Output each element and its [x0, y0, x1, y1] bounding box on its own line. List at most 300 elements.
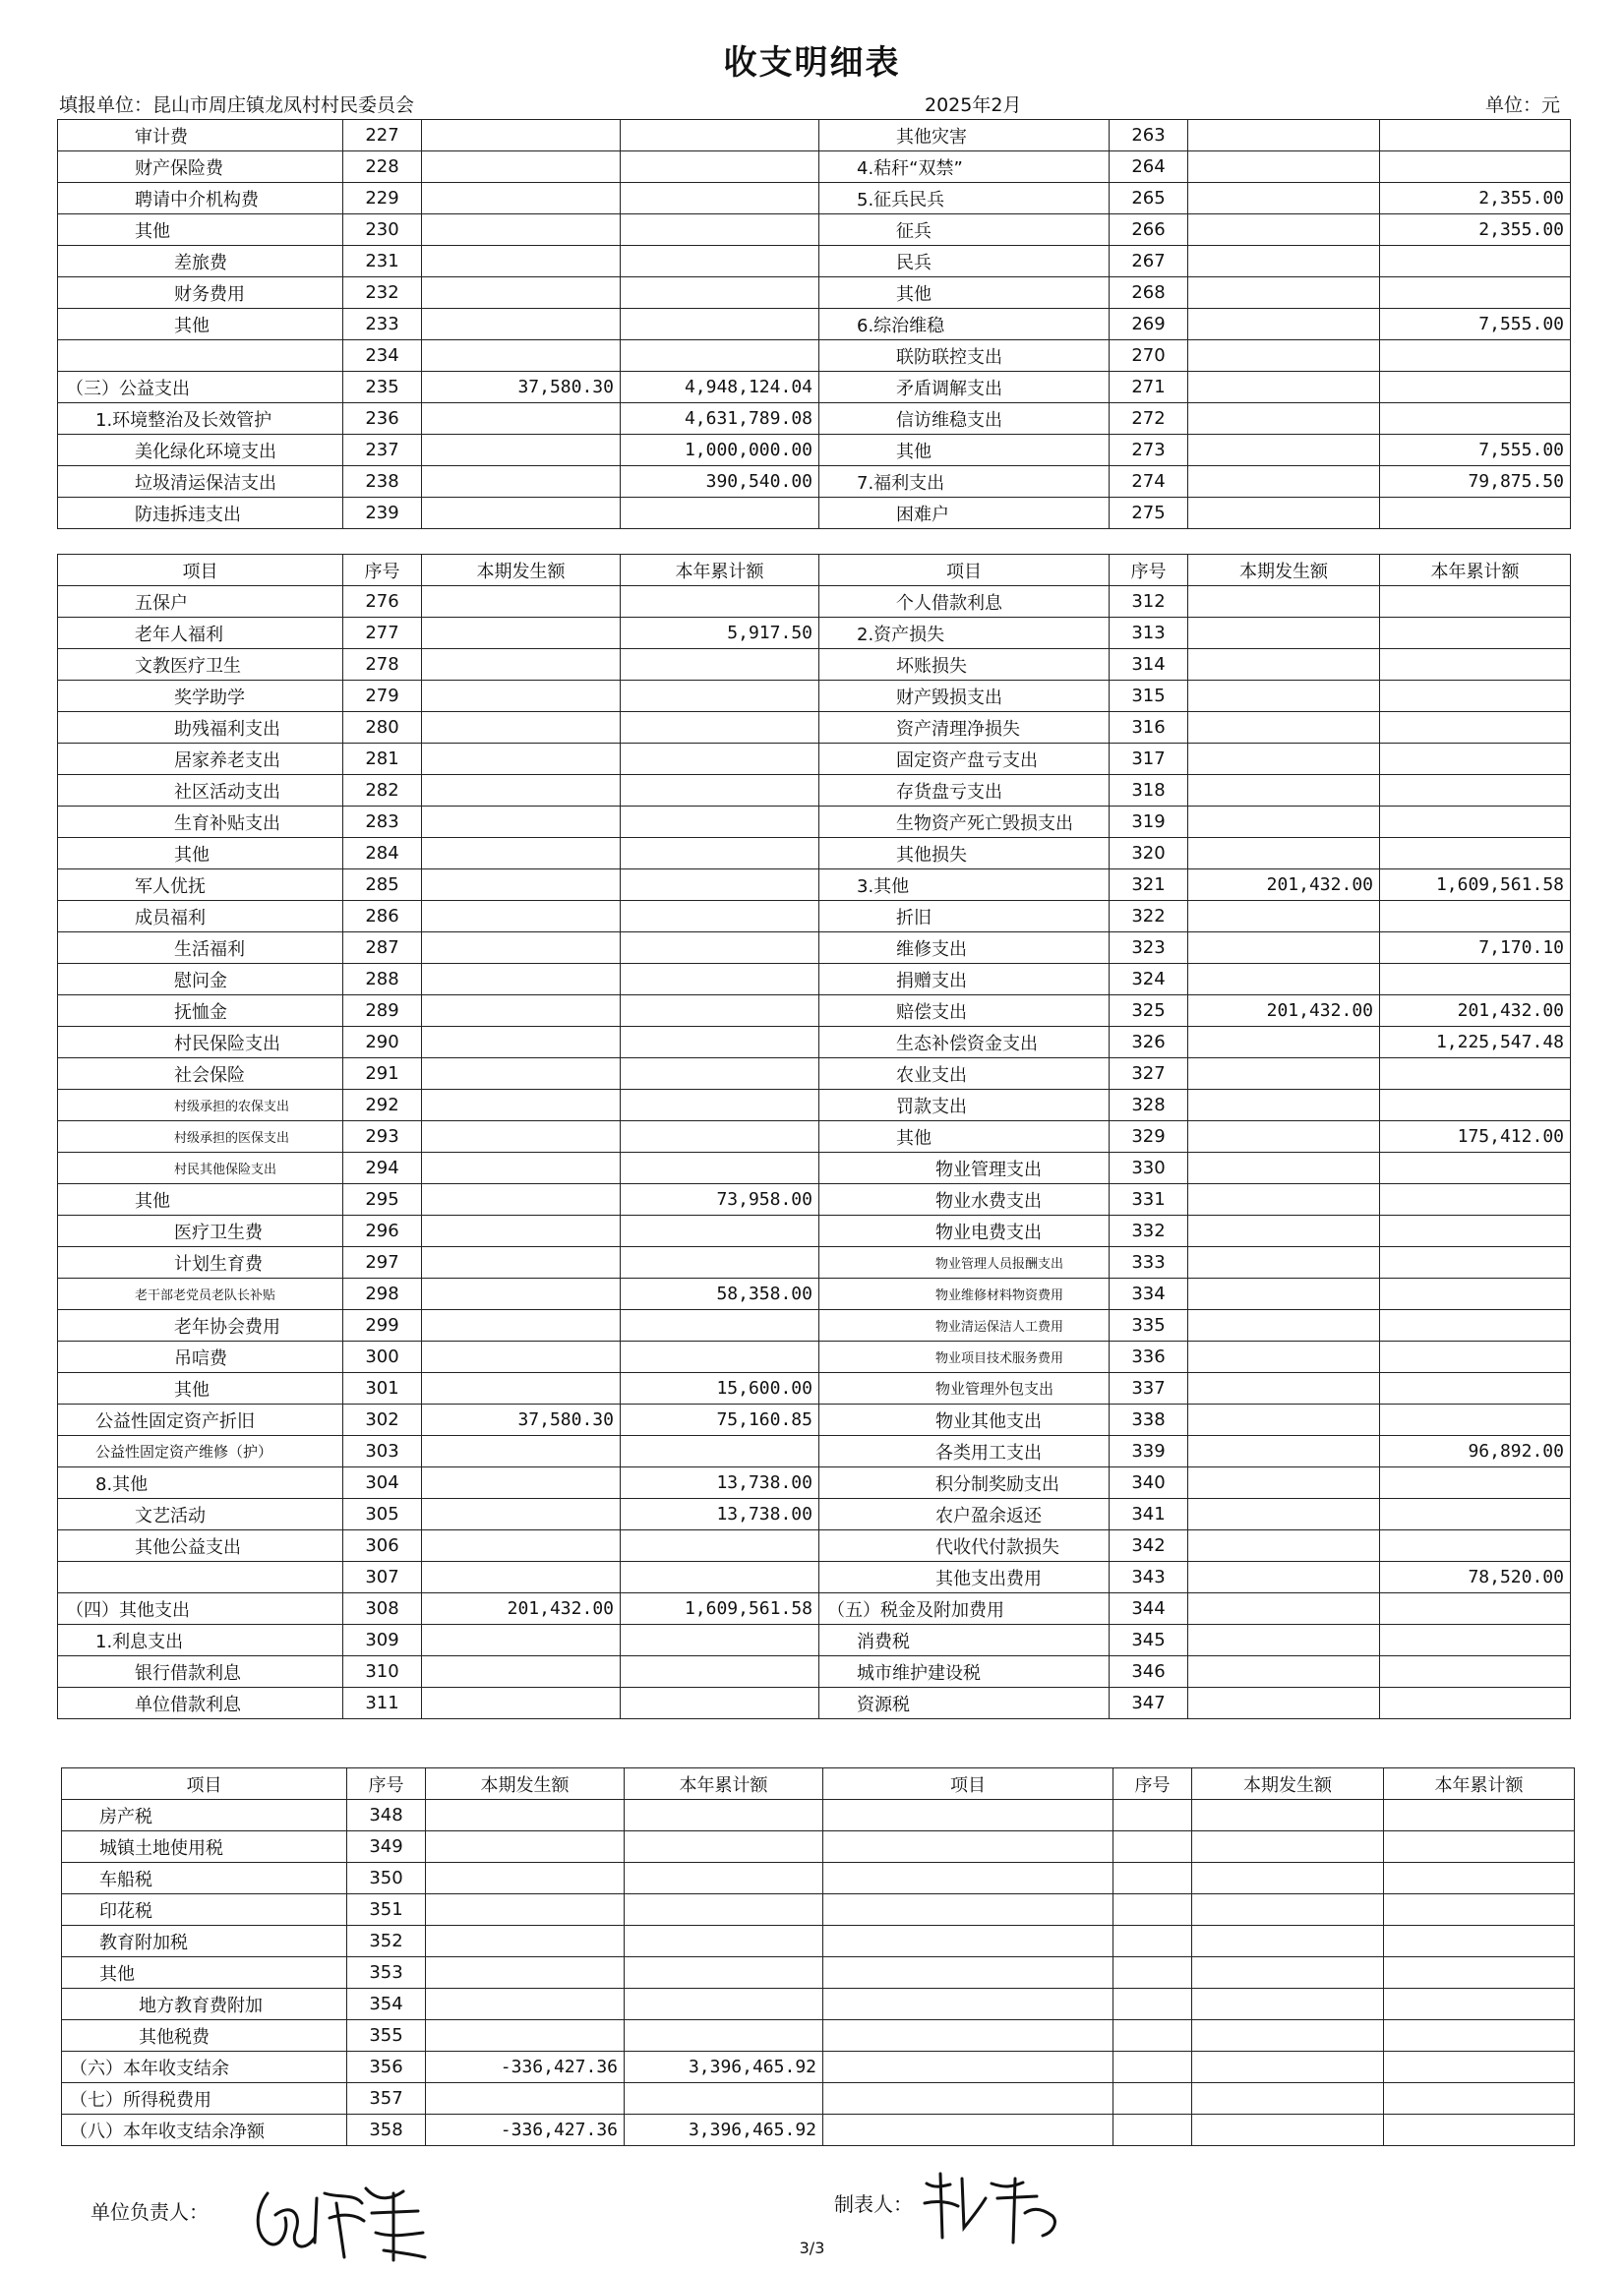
right-item-name: 征兵: [819, 214, 1110, 246]
right-seq-number: 273: [1110, 435, 1188, 466]
right-current-amount: [1188, 775, 1380, 807]
right-item-name: 5.征兵民兵: [819, 183, 1110, 214]
left-item-name: 奖学助学: [58, 681, 343, 712]
left-seq-number: 294: [343, 1153, 422, 1184]
right-current-amount: [1188, 586, 1380, 618]
left-ytd-amount: [625, 1800, 823, 1831]
right-seq-cell: [1113, 1926, 1192, 1957]
left-ytd-amount: 3,396,465.92: [625, 2052, 823, 2083]
right-item-cell: [823, 1831, 1113, 1863]
right-item-name: 存货盘亏支出: [819, 775, 1110, 807]
table-row: [58, 1467, 1571, 1499]
right-current-amount: [1188, 932, 1380, 964]
left-seq-number: 302: [343, 1405, 422, 1436]
left-ytd-amount: [621, 309, 819, 340]
left-ytd-amount: [621, 1216, 819, 1247]
left-current-amount: [426, 1957, 625, 1989]
right-ytd-amount: [1380, 807, 1571, 838]
left-ytd-amount: 1,000,000.00: [621, 435, 819, 466]
right-ytd-amount: [1380, 1247, 1571, 1279]
right-item-name: 罚款支出: [819, 1090, 1110, 1121]
column-header: 本年累计额: [621, 555, 819, 586]
right-ytd-amount: [1380, 1153, 1571, 1184]
right-ytd-amount: 78,520.00: [1380, 1562, 1571, 1593]
left-ytd-amount: [625, 1989, 823, 2020]
right-item-name: 各类用工支出: [819, 1436, 1110, 1467]
right-current-amount: [1188, 151, 1380, 183]
right-item-name: 资源税: [819, 1688, 1110, 1719]
table-row: [58, 1090, 1571, 1121]
table-row: [58, 712, 1571, 744]
left-seq-number: 306: [343, 1530, 422, 1562]
left-ytd-amount: 75,160.85: [621, 1405, 819, 1436]
right-current-amount: [1188, 1247, 1380, 1279]
left-ytd-amount: 4,948,124.04: [621, 372, 819, 403]
table-row: [58, 1530, 1571, 1562]
right-ytd-amount: [1380, 372, 1571, 403]
right-item-name: 物业电费支出: [819, 1216, 1110, 1247]
right-seq-number: 342: [1110, 1530, 1188, 1562]
right-current-cell: [1192, 1800, 1384, 1831]
column-header-row: [58, 555, 1571, 586]
right-item-name: 其他: [819, 435, 1110, 466]
right-current-amount: [1188, 1530, 1380, 1562]
right-ytd-amount: [1380, 681, 1571, 712]
right-seq-number: 321: [1110, 869, 1188, 901]
right-seq-number: 344: [1110, 1593, 1188, 1625]
right-item-name: 个人借款利息: [819, 586, 1110, 618]
right-current-cell: [1192, 1926, 1384, 1957]
left-ytd-amount: [621, 744, 819, 775]
table-row: [58, 1656, 1571, 1688]
reporting-unit: 填报单位：昆山市周庄镇龙凤村村民委员会: [59, 94, 415, 116]
left-seq-number: 278: [343, 649, 422, 681]
left-ytd-amount: 13,738.00: [621, 1499, 819, 1530]
left-seq-number: 237: [343, 435, 422, 466]
table-row: [58, 1310, 1571, 1342]
left-seq-number: 297: [343, 1247, 422, 1279]
left-current-amount: [422, 964, 621, 995]
table-row: [58, 1625, 1571, 1656]
right-seq-number: 332: [1110, 1216, 1188, 1247]
left-seq-number: 348: [347, 1800, 426, 1831]
left-ytd-amount: [625, 2020, 823, 2052]
column-header: 本期发生额: [1188, 555, 1380, 586]
left-item-name: 其他公益支出: [58, 1530, 343, 1562]
table-row: [62, 2052, 1575, 2083]
left-item-name: 其他: [62, 1957, 347, 1989]
right-ytd-amount: [1380, 649, 1571, 681]
left-ytd-amount: [621, 995, 819, 1027]
right-seq-cell: [1113, 2052, 1192, 2083]
left-item-name: 医疗卫生费: [58, 1216, 343, 1247]
left-seq-number: 276: [343, 586, 422, 618]
right-item-name: 信访维稳支出: [819, 403, 1110, 435]
left-current-amount: [426, 1800, 625, 1831]
left-current-amount: [422, 120, 621, 151]
table-row: [58, 869, 1571, 901]
right-current-amount: [1188, 1499, 1380, 1530]
right-ytd-amount: [1380, 838, 1571, 869]
left-seq-number: 293: [343, 1121, 422, 1153]
left-ytd-amount: [621, 1656, 819, 1688]
right-current-amount: [1188, 1090, 1380, 1121]
left-item-name: 公益性固定资产折旧: [58, 1405, 343, 1436]
table-row: [58, 498, 1571, 529]
right-seq-number: 269: [1110, 309, 1188, 340]
right-ytd-amount: [1380, 964, 1571, 995]
left-current-amount: [422, 403, 621, 435]
right-seq-number: 319: [1110, 807, 1188, 838]
right-seq-number: 326: [1110, 1027, 1188, 1058]
right-item-name: 积分制奖励支出: [819, 1467, 1110, 1499]
left-item-name: 文教医疗卫生: [58, 649, 343, 681]
left-current-amount: [422, 901, 621, 932]
right-ytd-cell: [1384, 1926, 1575, 1957]
left-ytd-amount: [621, 151, 819, 183]
right-item-name: 其他灾害: [819, 120, 1110, 151]
table-row: [58, 995, 1571, 1027]
right-ytd-amount: 96,892.00: [1380, 1436, 1571, 1467]
right-current-amount: [1188, 246, 1380, 277]
left-item-name: 村级承担的农保支出: [58, 1090, 343, 1121]
column-header: 项目: [62, 1768, 347, 1800]
right-item-name: 物业管理支出: [819, 1153, 1110, 1184]
left-item-name: 吊唁费: [58, 1342, 343, 1373]
right-ytd-amount: [1380, 1373, 1571, 1405]
left-current-amount: [422, 1247, 621, 1279]
right-item-name: 其他: [819, 277, 1110, 309]
right-seq-cell: [1113, 1863, 1192, 1894]
detail-table-1: [57, 119, 1571, 529]
left-current-amount: [422, 435, 621, 466]
left-seq-number: 228: [343, 151, 422, 183]
left-ytd-amount: [621, 183, 819, 214]
left-ytd-amount: [621, 649, 819, 681]
left-current-amount: [422, 246, 621, 277]
left-item-name: 1.环境整治及长效管护: [58, 403, 343, 435]
left-seq-number: 299: [343, 1310, 422, 1342]
column-header: 序号: [1113, 1768, 1192, 1800]
table-row: [58, 1058, 1571, 1090]
left-ytd-amount: 390,540.00: [621, 466, 819, 498]
table-row: [58, 214, 1571, 246]
right-seq-number: 330: [1110, 1153, 1188, 1184]
left-current-amount: [426, 1926, 625, 1957]
left-item-name: 其他: [58, 1373, 343, 1405]
left-ytd-amount: [621, 1562, 819, 1593]
left-seq-number: 283: [343, 807, 422, 838]
table-row: [58, 1247, 1571, 1279]
left-current-amount: [422, 1436, 621, 1467]
left-current-amount: [422, 586, 621, 618]
right-item-name: 固定资产盘亏支出: [819, 744, 1110, 775]
left-item-name: 生育补贴支出: [58, 807, 343, 838]
left-seq-number: 351: [347, 1894, 426, 1926]
left-seq-number: 279: [343, 681, 422, 712]
left-current-amount: [422, 1090, 621, 1121]
right-seq-cell: [1113, 1957, 1192, 1989]
left-item-name: 1.利息支出: [58, 1625, 343, 1656]
right-item-name: 4.秸秆“双禁”: [819, 151, 1110, 183]
left-item-name: 教育附加税: [62, 1926, 347, 1957]
right-ytd-amount: 79,875.50: [1380, 466, 1571, 498]
left-current-amount: [422, 712, 621, 744]
column-header: 序号: [1110, 555, 1188, 586]
right-current-amount: 201,432.00: [1188, 869, 1380, 901]
left-current-amount: [426, 1989, 625, 2020]
right-current-amount: [1188, 838, 1380, 869]
left-item-name: 慰问金: [58, 964, 343, 995]
left-seq-number: 357: [347, 2083, 426, 2115]
left-item-name: 居家养老支出: [58, 744, 343, 775]
column-header: 项目: [58, 555, 343, 586]
right-item-cell: [823, 2052, 1113, 2083]
right-ytd-amount: [1380, 1499, 1571, 1530]
left-current-amount: [422, 1310, 621, 1342]
right-ytd-amount: [1380, 1184, 1571, 1216]
currency-unit: 单位：元: [1485, 94, 1561, 116]
table-row: [62, 1957, 1575, 1989]
right-ytd-amount: [1380, 1342, 1571, 1373]
left-ytd-amount: [621, 1247, 819, 1279]
right-item-name: 赔偿支出: [819, 995, 1110, 1027]
left-current-amount: [422, 744, 621, 775]
right-ytd-amount: [1380, 1279, 1571, 1310]
table-row: [58, 1562, 1571, 1593]
right-seq-number: 315: [1110, 681, 1188, 712]
right-ytd-amount: [1380, 1310, 1571, 1342]
right-current-amount: [1188, 340, 1380, 372]
right-current-amount: [1188, 403, 1380, 435]
left-seq-number: 292: [343, 1090, 422, 1121]
right-current-amount: [1188, 1310, 1380, 1342]
right-item-name: 联防联控支出: [819, 340, 1110, 372]
left-current-amount: [426, 2020, 625, 2052]
right-current-amount: [1188, 1625, 1380, 1656]
right-seq-number: 271: [1110, 372, 1188, 403]
left-ytd-amount: 73,958.00: [621, 1184, 819, 1216]
right-ytd-amount: [1380, 246, 1571, 277]
left-ytd-amount: [621, 1058, 819, 1090]
left-current-amount: [426, 1831, 625, 1863]
right-current-amount: [1188, 1027, 1380, 1058]
left-ytd-amount: [621, 120, 819, 151]
left-seq-number: 307: [343, 1562, 422, 1593]
left-seq-number: 354: [347, 1989, 426, 2020]
left-seq-number: 288: [343, 964, 422, 995]
left-item-name: 其他: [58, 838, 343, 869]
left-current-amount: 37,580.30: [422, 1405, 621, 1436]
left-current-amount: [422, 1058, 621, 1090]
column-header: 本期发生额: [426, 1768, 625, 1800]
left-item-name: 其他: [58, 309, 343, 340]
left-seq-number: 232: [343, 277, 422, 309]
left-current-amount: [422, 1688, 621, 1719]
right-item-cell: [823, 1926, 1113, 1957]
table-row: [58, 1027, 1571, 1058]
right-current-amount: [1188, 183, 1380, 214]
left-item-name: 社会保险: [58, 1058, 343, 1090]
left-ytd-amount: [621, 214, 819, 246]
left-item-name: 垃圾清运保洁支出: [58, 466, 343, 498]
right-seq-number: 316: [1110, 712, 1188, 744]
right-seq-number: 313: [1110, 618, 1188, 649]
left-item-name: 助残福利支出: [58, 712, 343, 744]
left-item-name: （六）本年收支结余: [62, 2052, 347, 2083]
right-item-name: （五）税金及附加费用: [819, 1593, 1110, 1625]
left-item-name: 计划生育费: [58, 1247, 343, 1279]
right-seq-number: 335: [1110, 1310, 1188, 1342]
left-seq-number: 285: [343, 869, 422, 901]
left-seq-number: 239: [343, 498, 422, 529]
left-ytd-amount: [621, 681, 819, 712]
right-seq-number: 324: [1110, 964, 1188, 995]
left-item-name: 村级承担的医保支出: [58, 1121, 343, 1153]
left-item-name: （四）其他支出: [58, 1593, 343, 1625]
left-seq-number: 290: [343, 1027, 422, 1058]
left-ytd-amount: [625, 1831, 823, 1863]
column-header: 本年累计额: [1380, 555, 1571, 586]
right-seq-number: 264: [1110, 151, 1188, 183]
left-ytd-amount: 3,396,465.92: [625, 2115, 823, 2146]
left-seq-number: 277: [343, 618, 422, 649]
left-current-amount: 201,432.00: [422, 1593, 621, 1625]
left-seq-number: 291: [343, 1058, 422, 1090]
right-seq-number: 339: [1110, 1436, 1188, 1467]
table-row: [58, 838, 1571, 869]
table-row: [58, 775, 1571, 807]
table-row: [62, 1926, 1575, 1957]
right-current-amount: [1188, 744, 1380, 775]
right-ytd-cell: [1384, 1894, 1575, 1926]
right-item-name: 维修支出: [819, 932, 1110, 964]
right-ytd-amount: [1380, 618, 1571, 649]
left-seq-number: 311: [343, 1688, 422, 1719]
right-ytd-cell: [1384, 1863, 1575, 1894]
right-item-name: 物业清运保洁人工费用: [819, 1310, 1110, 1342]
right-seq-number: 334: [1110, 1279, 1188, 1310]
page-number: 3/3: [799, 2239, 825, 2257]
right-ytd-cell: [1384, 2020, 1575, 2052]
left-seq-number: 287: [343, 932, 422, 964]
left-seq-number: 233: [343, 309, 422, 340]
left-ytd-amount: 15,600.00: [621, 1373, 819, 1405]
left-seq-number: 310: [343, 1656, 422, 1688]
left-current-amount: [422, 1467, 621, 1499]
left-current-amount: [426, 1894, 625, 1926]
right-item-name: 困难户: [819, 498, 1110, 529]
left-item-name: [58, 1562, 343, 1593]
left-current-amount: [422, 869, 621, 901]
left-current-amount: [422, 498, 621, 529]
table-row: [58, 901, 1571, 932]
right-item-name: 代收代付款损失: [819, 1530, 1110, 1562]
table-row: [58, 246, 1571, 277]
left-item-name: 单位借款利息: [58, 1688, 343, 1719]
table-row: [58, 466, 1571, 498]
right-seq-number: 323: [1110, 932, 1188, 964]
right-ytd-amount: [1380, 775, 1571, 807]
left-ytd-amount: [621, 712, 819, 744]
left-seq-number: 236: [343, 403, 422, 435]
left-ytd-amount: [621, 1688, 819, 1719]
right-seq-cell: [1113, 1800, 1192, 1831]
right-current-amount: [1188, 466, 1380, 498]
left-seq-number: 295: [343, 1184, 422, 1216]
table-row: [58, 932, 1571, 964]
right-ytd-amount: [1380, 1467, 1571, 1499]
right-current-cell: [1192, 2083, 1384, 2115]
right-current-cell: [1192, 2052, 1384, 2083]
table-row: [58, 1593, 1571, 1625]
left-ytd-amount: [621, 246, 819, 277]
table-row: [58, 1121, 1571, 1153]
left-ytd-amount: [625, 1926, 823, 1957]
right-item-name: 折旧: [819, 901, 1110, 932]
report-period: 2025年2月: [925, 94, 1022, 116]
right-seq-number: 328: [1110, 1090, 1188, 1121]
right-current-amount: [1188, 1216, 1380, 1247]
left-item-name: 抚恤金: [58, 995, 343, 1027]
right-ytd-amount: 7,555.00: [1380, 435, 1571, 466]
left-ytd-amount: [621, 775, 819, 807]
right-seq-number: 272: [1110, 403, 1188, 435]
left-ytd-amount: [621, 1310, 819, 1342]
right-item-name: 物业其他支出: [819, 1405, 1110, 1436]
right-current-cell: [1192, 1894, 1384, 1926]
right-ytd-amount: [1380, 1688, 1571, 1719]
table-row: [62, 1863, 1575, 1894]
left-item-name: 财产保险费: [58, 151, 343, 183]
right-ytd-amount: [1380, 120, 1571, 151]
right-item-name: 6.综治维稳: [819, 309, 1110, 340]
right-current-amount: [1188, 1405, 1380, 1436]
left-current-amount: [422, 1153, 621, 1184]
left-seq-number: 300: [343, 1342, 422, 1373]
right-ytd-cell: [1384, 1957, 1575, 1989]
right-current-amount: [1188, 214, 1380, 246]
right-seq-number: 333: [1110, 1247, 1188, 1279]
right-seq-number: 268: [1110, 277, 1188, 309]
right-seq-number: 270: [1110, 340, 1188, 372]
right-item-name: 2.资产损失: [819, 618, 1110, 649]
right-item-cell: [823, 2020, 1113, 2052]
right-seq-number: 343: [1110, 1562, 1188, 1593]
left-item-name: （三）公益支出: [58, 372, 343, 403]
left-current-amount: [422, 183, 621, 214]
table-row: [58, 309, 1571, 340]
table-row: [62, 2020, 1575, 2052]
left-item-name: 车船税: [62, 1863, 347, 1894]
detail-table-2: [57, 554, 1571, 1719]
right-seq-number: 347: [1110, 1688, 1188, 1719]
table-row: [58, 1342, 1571, 1373]
left-ytd-amount: [621, 901, 819, 932]
right-ytd-amount: 175,412.00: [1380, 1121, 1571, 1153]
preparer-signature: [915, 2159, 1072, 2247]
right-ytd-amount: 7,170.10: [1380, 932, 1571, 964]
right-item-cell: [823, 1957, 1113, 1989]
right-item-name: 捐赠支出: [819, 964, 1110, 995]
left-ytd-amount: [621, 869, 819, 901]
left-ytd-amount: [621, 586, 819, 618]
right-ytd-amount: 7,555.00: [1380, 309, 1571, 340]
table-row: [58, 1153, 1571, 1184]
right-item-name: 3.其他: [819, 869, 1110, 901]
left-item-name: 军人优抚: [58, 869, 343, 901]
right-seq-cell: [1113, 2115, 1192, 2146]
